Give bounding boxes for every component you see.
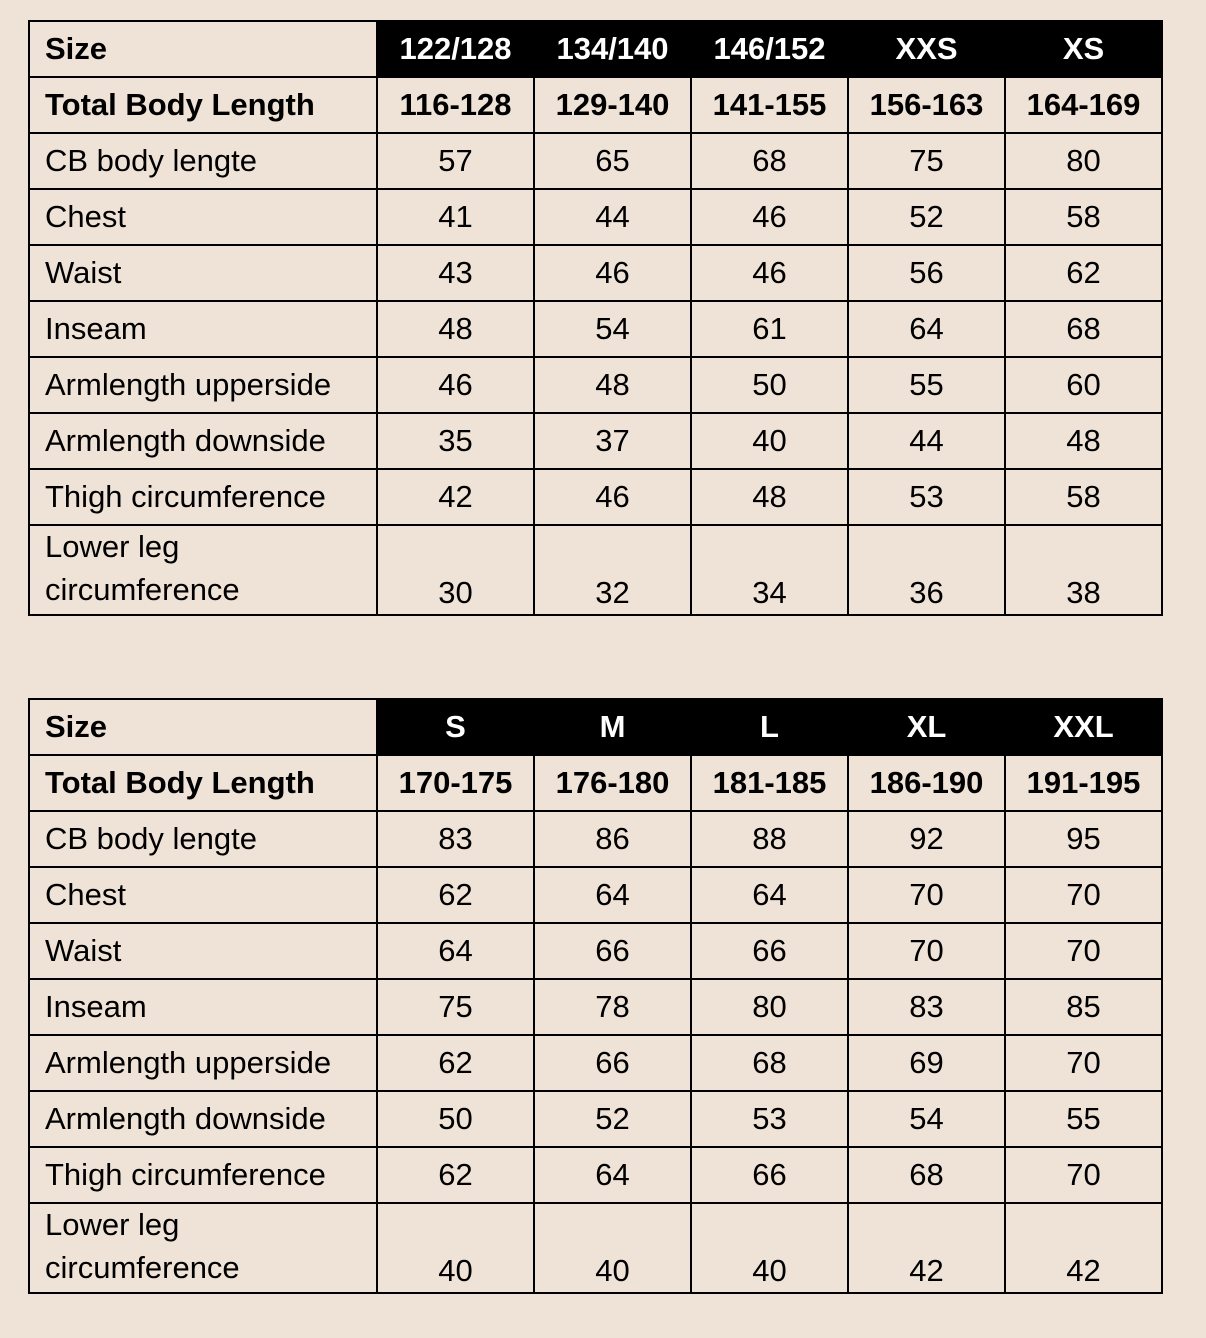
value-cell: 40 [691,413,848,469]
measurement-row [29,1203,1162,1293]
length-cell: 176-180 [534,755,691,811]
value-cell: 61 [691,301,848,357]
measurement-row [29,413,1162,469]
value-cell: 66 [534,923,691,979]
value-cell: 30 [377,525,534,615]
value-cell: 48 [1005,413,1162,469]
value-cell: 46 [691,245,848,301]
measurement-row [29,867,1162,923]
row-label-line: circumference [45,1249,240,1285]
measurement-row [29,357,1162,413]
value-cell: 44 [534,189,691,245]
value-cell: 95 [1005,811,1162,867]
row-label: Thigh circumference [29,469,377,525]
value-cell: 43 [377,245,534,301]
value-cell: 75 [377,979,534,1035]
row-label-line: circumference [45,571,240,607]
value-cell: 66 [691,923,848,979]
value-cell: 40 [377,1203,534,1293]
total-body-length-row [29,77,1162,133]
value-cell: 86 [534,811,691,867]
value-cell: 70 [1005,1147,1162,1203]
row-label: CB body lengte [29,133,377,189]
size-cell: XL [848,699,1005,755]
value-cell: 56 [848,245,1005,301]
row-label: Armlength downside [29,1091,377,1147]
row-label-line: Lower leg [45,529,180,564]
measurement-row [29,811,1162,867]
value-cell: 66 [691,1147,848,1203]
value-cell: 68 [1005,301,1162,357]
size-header-row [29,699,1162,755]
value-cell: 66 [534,1035,691,1091]
value-cell: 68 [691,133,848,189]
value-cell: 40 [534,1203,691,1293]
row-label: Waist [29,245,377,301]
size-cell: L [691,699,848,755]
value-cell: 42 [377,469,534,525]
measurement-row [29,923,1162,979]
value-cell: 58 [1005,189,1162,245]
value-cell: 41 [377,189,534,245]
row-label: Thigh circumference [29,1147,377,1203]
value-cell: 70 [1005,923,1162,979]
value-cell: 52 [848,189,1005,245]
size-header-row [29,21,1162,77]
size-cell: XXS [848,21,1005,77]
value-cell: 54 [534,301,691,357]
length-cell: 191-195 [1005,755,1162,811]
measurement-row [29,245,1162,301]
value-cell: 42 [848,1203,1005,1293]
value-cell: 70 [1005,1035,1162,1091]
row-label: Total Body Length [29,755,377,811]
value-cell: 62 [377,1147,534,1203]
total-body-length-row [29,755,1162,811]
measurement-row [29,979,1162,1035]
value-cell: 44 [848,413,1005,469]
value-cell: 52 [534,1091,691,1147]
value-cell: 46 [377,357,534,413]
value-cell: 34 [691,525,848,615]
measurement-row [29,1091,1162,1147]
row-label: Armlength upperside [29,357,377,413]
value-cell: 50 [377,1091,534,1147]
value-cell: 57 [377,133,534,189]
value-cell: 64 [534,1147,691,1203]
value-cell: 46 [691,189,848,245]
row-label [29,1203,377,1293]
value-cell: 46 [534,469,691,525]
size-row-label: Size [29,21,377,77]
value-cell: 65 [534,133,691,189]
value-cell: 53 [691,1091,848,1147]
length-cell: 129-140 [534,77,691,133]
row-label: Chest [29,867,377,923]
size-cell: XS [1005,21,1162,77]
value-cell: 70 [1005,867,1162,923]
measurement-row [29,189,1162,245]
size-cell: XXL [1005,699,1162,755]
size-cell: 134/140 [534,21,691,77]
length-cell: 141-155 [691,77,848,133]
row-label: CB body lengte [29,811,377,867]
value-cell: 53 [848,469,1005,525]
value-cell: 48 [691,469,848,525]
value-cell: 42 [1005,1203,1162,1293]
length-cell: 116-128 [377,77,534,133]
measurement-row [29,525,1162,615]
value-cell: 68 [691,1035,848,1091]
length-cell: 170-175 [377,755,534,811]
value-cell: 48 [377,301,534,357]
value-cell: 83 [377,811,534,867]
value-cell: 64 [377,923,534,979]
measurement-row [29,301,1162,357]
value-cell: 64 [534,867,691,923]
row-label: Waist [29,923,377,979]
value-cell: 75 [848,133,1005,189]
value-cell: 50 [691,357,848,413]
length-cell: 164-169 [1005,77,1162,133]
value-cell: 36 [848,525,1005,615]
value-cell: 62 [377,1035,534,1091]
size-chart-table-adults [28,698,1163,1294]
value-cell: 64 [848,301,1005,357]
value-cell: 80 [1005,133,1162,189]
value-cell: 40 [691,1203,848,1293]
row-label: Armlength downside [29,413,377,469]
value-cell: 60 [1005,357,1162,413]
size-cell: M [534,699,691,755]
measurement-row [29,469,1162,525]
value-cell: 85 [1005,979,1162,1035]
row-label: Armlength upperside [29,1035,377,1091]
value-cell: 62 [377,867,534,923]
row-label-line: Lower leg [45,1207,180,1242]
value-cell: 35 [377,413,534,469]
value-cell: 32 [534,525,691,615]
measurement-row [29,1035,1162,1091]
value-cell: 88 [691,811,848,867]
value-cell: 38 [1005,525,1162,615]
length-cell: 186-190 [848,755,1005,811]
value-cell: 48 [534,357,691,413]
length-cell: 181-185 [691,755,848,811]
value-cell: 70 [848,867,1005,923]
value-cell: 68 [848,1147,1005,1203]
size-cell: 122/128 [377,21,534,77]
row-label: Inseam [29,979,377,1035]
size-row-label: Size [29,699,377,755]
value-cell: 55 [848,357,1005,413]
value-cell: 46 [534,245,691,301]
value-cell: 58 [1005,469,1162,525]
value-cell: 83 [848,979,1005,1035]
measurement-row [29,1147,1162,1203]
value-cell: 70 [848,923,1005,979]
row-label: Chest [29,189,377,245]
length-cell: 156-163 [848,77,1005,133]
value-cell: 69 [848,1035,1005,1091]
value-cell: 62 [1005,245,1162,301]
measurement-row [29,133,1162,189]
size-cell: 146/152 [691,21,848,77]
value-cell: 92 [848,811,1005,867]
row-label: Total Body Length [29,77,377,133]
row-label [29,525,377,615]
row-label: Inseam [29,301,377,357]
value-cell: 54 [848,1091,1005,1147]
value-cell: 78 [534,979,691,1035]
value-cell: 37 [534,413,691,469]
size-cell: S [377,699,534,755]
value-cell: 55 [1005,1091,1162,1147]
value-cell: 80 [691,979,848,1035]
size-chart-table-kids [28,20,1163,616]
value-cell: 64 [691,867,848,923]
